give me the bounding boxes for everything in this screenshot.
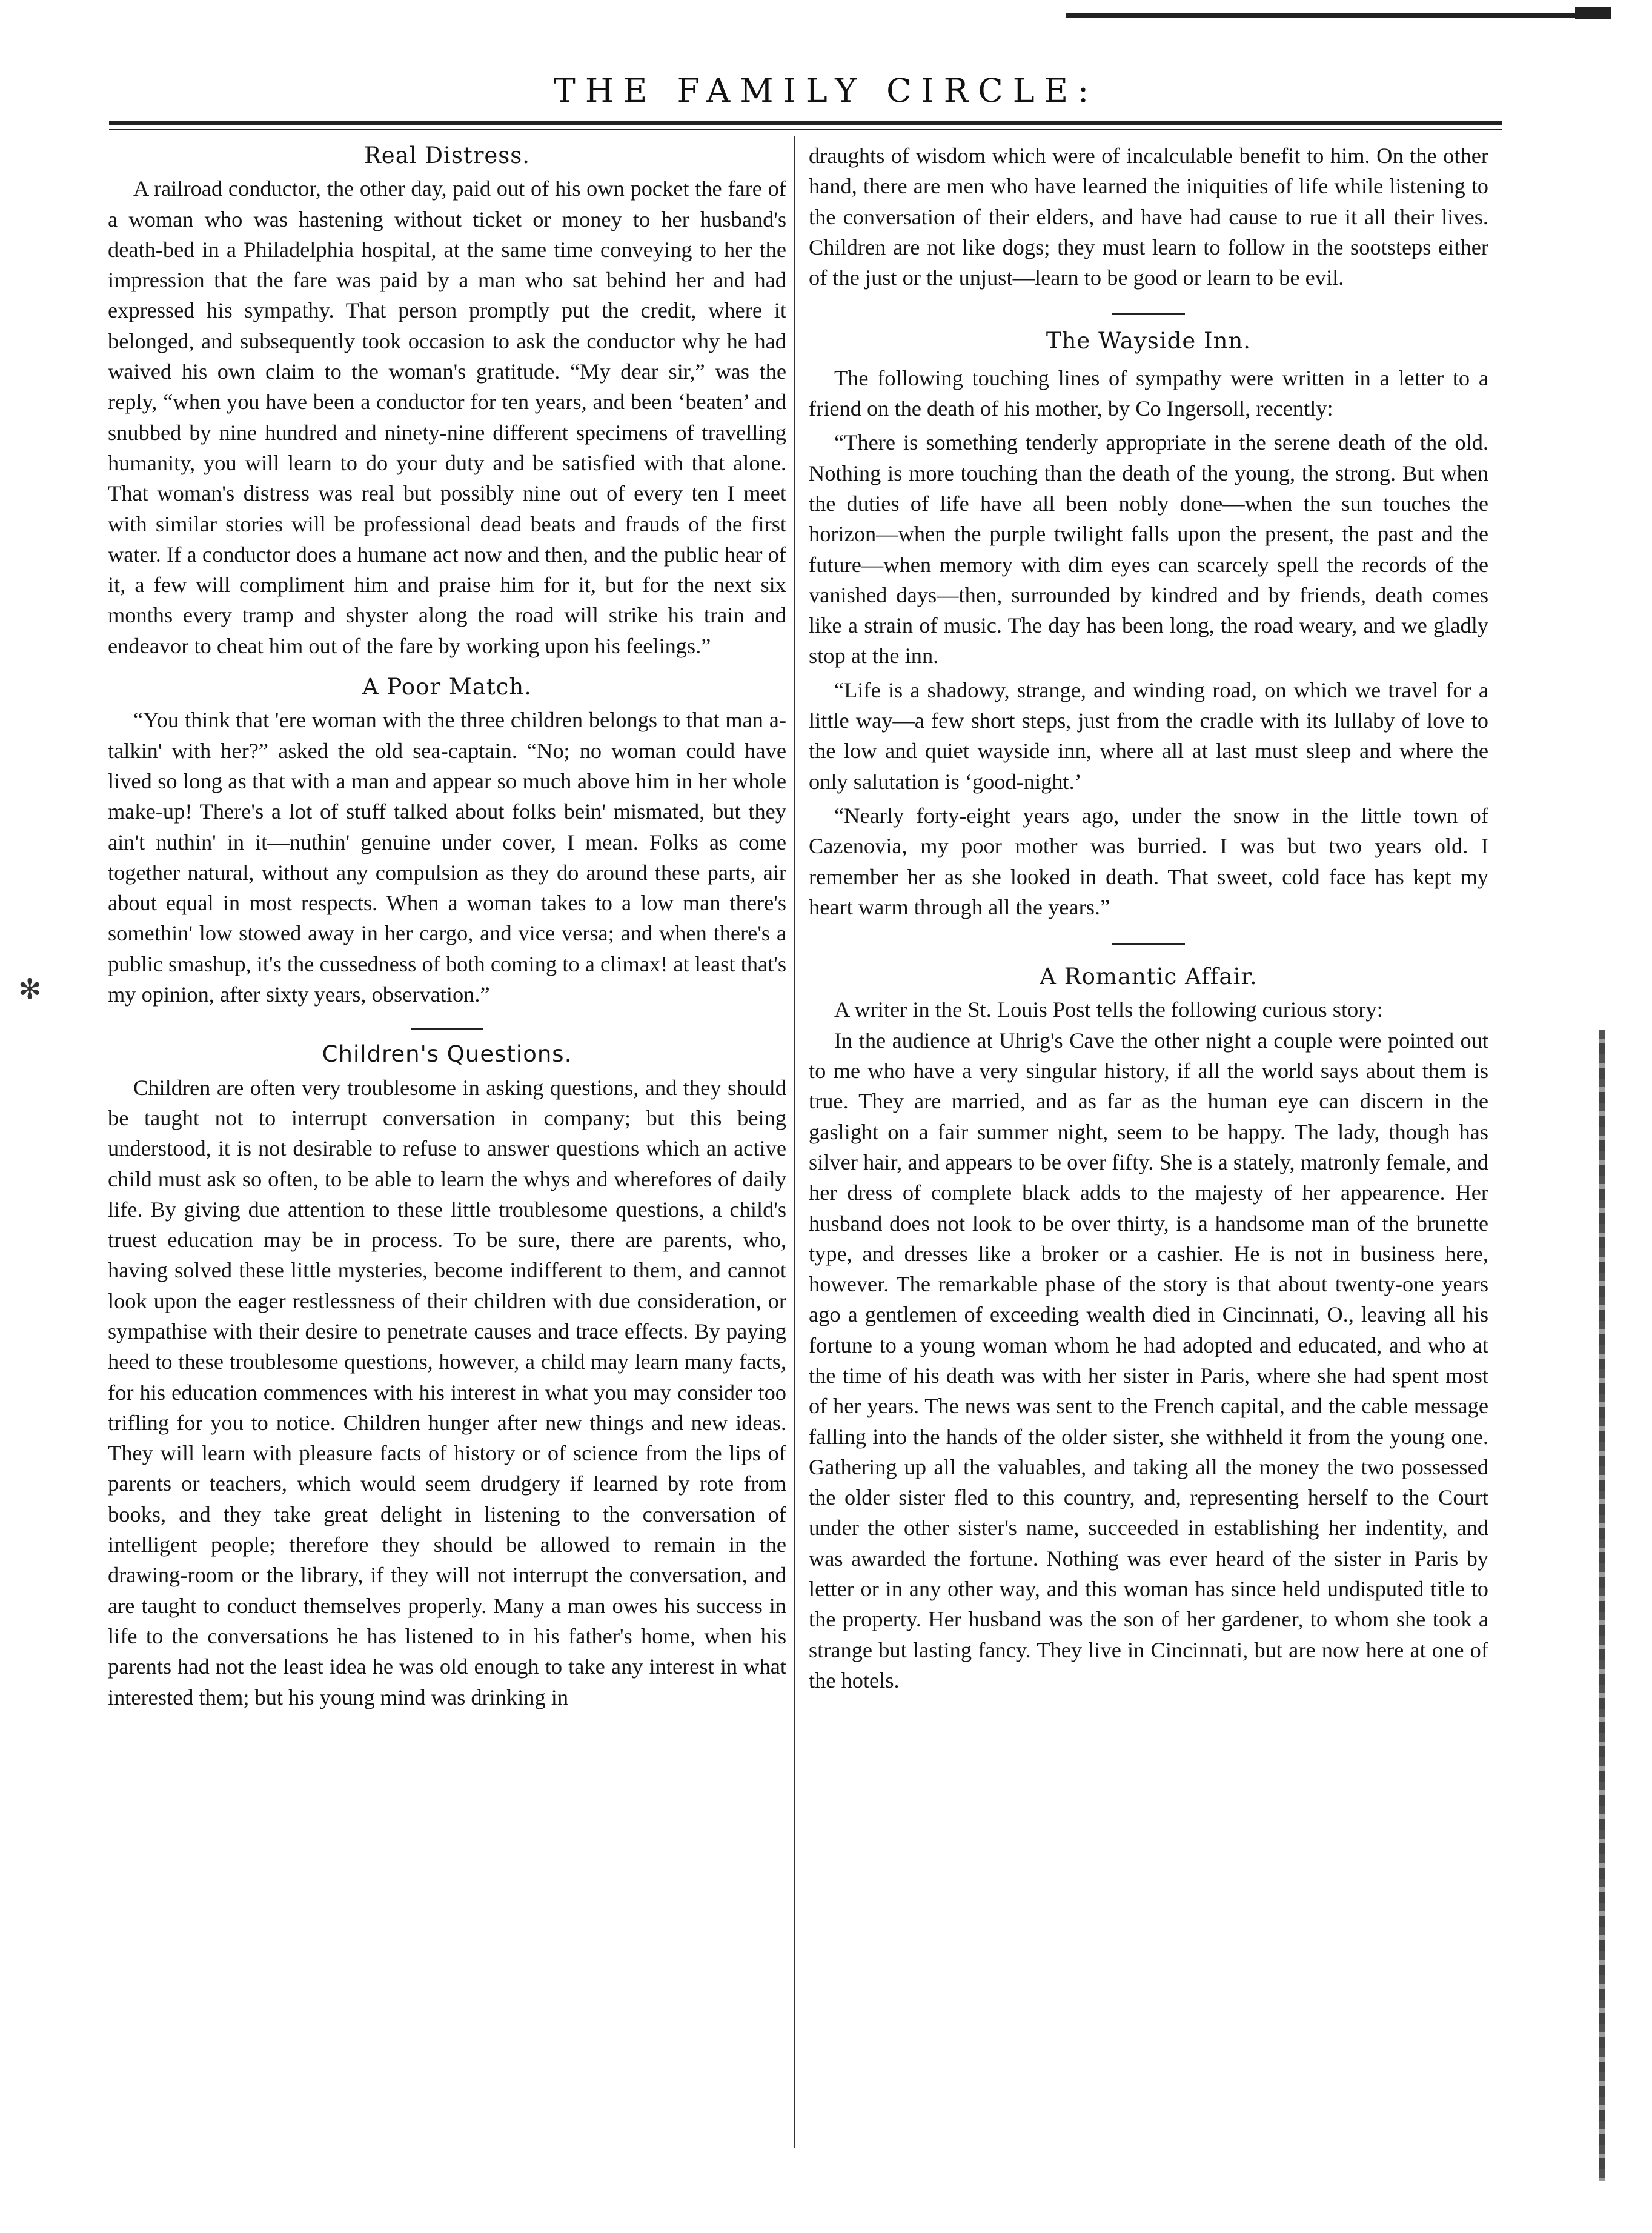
article-paragraph: A writer in the St. Louis Post tells the following curious story:: [834, 997, 1383, 1022]
article-title: A Poor Match.: [362, 674, 532, 701]
article-poor-match: [108, 672, 786, 1010]
article-real-distress: [108, 141, 786, 661]
section-separator: [1112, 313, 1185, 315]
article-paragraph: “There is something tenderly appropriate in the serene death of the old. Nothing is more touching than the death of the young, the strong. But when the duties of life have all been nobly done—when the sun touches the horizon—when the purple twilight falls upon the present, the past and the future—when memory with dim eyes can scarcely spell the records of the vanished days—then, surrounded by kindred and by friends, death comes like a strain of music. The day has been long, the road weary, and we gladly stop at the inn.: [809, 430, 1488, 668]
top-corner-rule: [1066, 13, 1611, 18]
article-paragraph: A railroad conductor, the other day, paid out of his own pocket the fare of a woman who was hastening without ticket or money to her husband's death-bed in a Philadelphia hospital, at the same time conveying to her the impression that the fare was paid by a man who sat behind her and had expressed his sympathy. That person promptly put the credit, where it belonged, and subsequently took occasion to ask the conductor why he had waived his own claim to the woman's gratitude. “My dear sir,” was the reply, “when you have been a conductor for ten years, and been ‘beaten’ and snubbed by nine hundred and ninety-nine different specimens of travelling humanity, you will learn to do your duty and be satisfied with that alone. That woman's distress was real but possibly nine out of every ten I meet with similar stories will be professional dead beats and frauds of the first water. If a conductor does a humane act now and then, and the public hear of it, a few will compliment him and praise him for it, but for the next six months every tramp and shyster along the road will strike his train and endeavor to cheat him out of the fare by working upon his feelings.”: [108, 176, 786, 658]
masthead: THE FAMILY CIRCLE:: [553, 72, 1099, 110]
article-paragraph: “You think that 'ere woman with the three children belongs to that man a-talkin' with her?” asked the old sea-captain. “No; no woman could have lived so long as that with a man and appear so much above him in her whole make-up! There's a lot of stuff talked about folks bein' mismated, but they ain't nuthin' in it—nuthin' genuine under cover, I mean. Folks as come together natural, without any compulsion as they do around these parts, air about equal in most respects. When a woman takes to a low man there's somethin' low stowed away in her cargo, and vice versa; and when there's a public smashup, it's the cussedness of both coming to a climax! at least that's my opinion, after sixty years, observation.”: [108, 708, 786, 1007]
section-separator: [411, 1028, 483, 1030]
header-rule-thick: [109, 121, 1502, 125]
article-title: The Wayside Inn.: [1046, 328, 1252, 354]
continued-paragraph: draughts of wisdom which were of incalculable benefit to him. On the other hand, there are men who have learned the iniquities of life while listening to the conversation of their elders, and have had cause to rue it all their lives. Children are not like dogs; they must learn to follow in the sootsteps either of the just or the unjust—learn to be good or learn to be evil.: [809, 144, 1488, 290]
column-divider: [794, 136, 795, 2148]
article-romantic-affair: [809, 962, 1488, 1696]
article-title: Children's Questions.: [322, 1041, 572, 1068]
left-column: [108, 141, 786, 1712]
ink-smudge-icon: ✻: [18, 973, 42, 1005]
article-title: Real Distress.: [363, 142, 531, 168]
article-paragraph: Children are often very troublesome in asking questions, and they should be taught not to interrupt conversation in company; but this being understood, it is not desirable to refuse to answer questions which an active child must ask so often, to be able to learn the whys and wherefores of daily life. By giving due attention to these little troublesome questions, a child's truest education may be in process. To be sure, there are parents, who, having solved these little mysteries, become indifferent to them, and cannot look upon the eager restlessness of their children with due consideration, or sympathise with their desire to penetrate causes and trace effects. By paying heed to these troublesome questions, however, a child may learn many facts, for his education commences with his interest in what you may consider too trifling for you to notice. Children hunger after new things and new ideas. They will learn with pleasure facts of history or of science from the lips of parents or teachers, which would seem drudgery if learned by rote from books, and they take great delight in listening to the conversation of intelligent people; therefore they should be allowed to remain in the drawing-room or the library, if they will not interrupt the conversation, and are taught to conduct themselves properly. Many a man owes his success in life to the conversations he has listened to in his father's home, when his parents had not the least idea he was old enough to take any interest in what interested them; but his young mind was drinking in: [108, 1075, 786, 1709]
article-wayside-inn: [809, 326, 1488, 922]
article-paragraph: “Nearly forty-eight years ago, under the snow in the little town of Cazenovia, my poor mother was burried. I was but two years old. I remember her as she looked in death. That sweet, cold face has kept my heart warm through all the years.”: [809, 803, 1488, 919]
article-paragraph: The following touching lines of sympathy were written in a letter to a friend on the death of his mother, by Co Ingersoll, recently:: [809, 365, 1488, 421]
header-rule-thin: [109, 129, 1502, 130]
article-paragraph: “Life is a shadowy, strange, and winding road, on which we travel for a little way—a few short steps, just from the cradle with its lullaby of love to the low and quiet wayside inn, where all at last must sleep and where the only salutation is ‘good-night.’: [809, 677, 1488, 794]
article-title: A Romantic Affair.: [1040, 963, 1258, 990]
section-separator: [1112, 943, 1185, 945]
right-column: [809, 141, 1488, 1696]
article-paragraph: In the audience at Uhrig's Cave the other night a couple were pointed out to me who have a very singular history, if all the world says about them is true. They are married, and as far as the human eye can discern in the gaslight on a fair summer night, seem to be happy. The lady, though has silver hair, and appears to be over fifty. She is a stately, matronly female, and her dress of complete black adds to the majesty of her appearence. Her husband does not look to be over thirty, is a handsome man of the brunette type, and dresses like a broker or a cashier. He is not in business here, however. The remarkable phase of the story is that about twenty-one years ago a gentlemen of exceeding wealth died in Cincinnati, O., leaving all his fortune to a young woman whom he had adopted and educated, and who at the time of his death was with her sister in Paris, where she had spent most of her years. The news was sent to the French capital, and the cable message falling into the hands of the older sister, she withheld it from the young one. Gathering up all the valuables, and taking all the money the two possessed the older sister fled to this country, and, representing herself to the Court under the other sister's name, succeeded in establishing her indentity, and was awarded the fortune. Nothing was ever heard of the sister in Paris by letter or in any other way, and this woman has since held undisputed title to the property. Her husband was the son of her gardener, to whom she took a strange but lasting fancy. They live in Cincinnati, but are now here at one of the hotels.: [809, 1028, 1488, 1692]
page-edge-binding: [1599, 1030, 1605, 2181]
article-childrens-questions: [108, 1039, 786, 1712]
